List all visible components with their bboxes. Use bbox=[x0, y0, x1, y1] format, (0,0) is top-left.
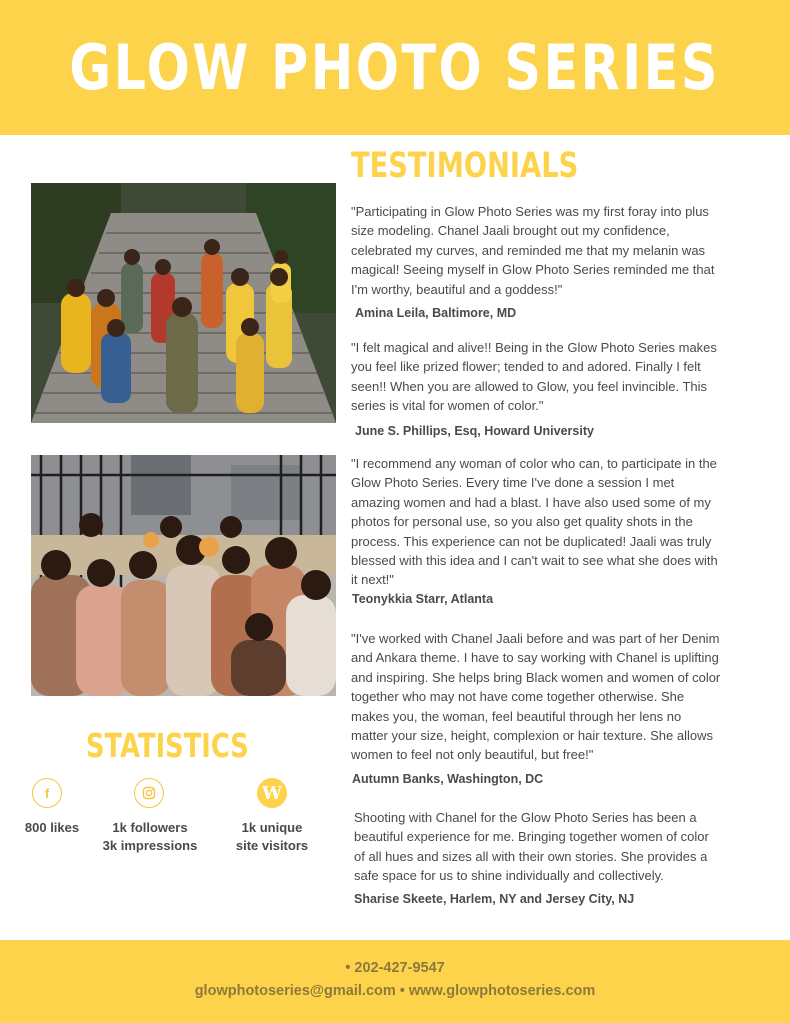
testimonial-author-2: June S. Phillips, Esq, Howard University bbox=[355, 424, 594, 438]
instagram-icon bbox=[134, 778, 164, 808]
stat-instagram-line1: 1k followers bbox=[112, 820, 188, 835]
stat-facebook-line1: 800 likes bbox=[24, 820, 80, 835]
testimonial-author-4: Autumn Banks, Washington, DC bbox=[352, 772, 544, 786]
footer-contact: glowphotoseries@gmail.com • www.glowphotoseries.com bbox=[194, 983, 596, 999]
testimonial-quote-1: "Participating in Glow Photo Series was my first foray into plus size modeling. Chanel Jaali brought out my confidence, celebrated my curves, and reminded me that my melanin was magical! Seeing myself in Glow Photo Series reminded me that I'm worthy, beautiful and a goddess!" bbox=[351, 204, 715, 297]
stat-wordpress bbox=[222, 819, 322, 855]
header-banner bbox=[0, 0, 790, 135]
testimonial-quote-3: "I recommend any woman of color who can, to participate in the Glow Photo Series. Every time I've done a session I met amazing women and had a blast. I have also used some of my photos for personal use, so you also get quality shots in the process. This experience can not be duplicated! Jaali was truly blessed with this idea and I can't wait to see what she does with it next!" bbox=[351, 456, 718, 588]
stat-instagram bbox=[90, 819, 210, 855]
instagram-glyph bbox=[142, 786, 156, 800]
group-photo-stairs bbox=[31, 183, 336, 423]
page-title: GLOW PHOTO SERIES bbox=[69, 31, 721, 104]
group-photo-fence bbox=[31, 455, 336, 696]
stat-wordpress-line2: site visitors bbox=[235, 838, 309, 853]
testimonial-quote-5: Shooting with Chanel for the Glow Photo Series has been a beautiful experience for me. Bringing together women of color of all hues and sizes all with their own stories. She provides a safe space for us to shine individually and collectively. bbox=[354, 810, 709, 884]
stat-facebook bbox=[12, 819, 92, 837]
statistics-title: STATISTICS bbox=[86, 726, 249, 765]
testimonial-quote-4: "I've worked with Chanel Jaali before and was part of her Denim and Ankara theme. I have to say working with Chanel is uplifting and inspiring. She helps bring Black women and women of color together who may not have come together otherwise. She makes you, the woman, feel beautiful through her lens no matter your size, height, complexion or hair texture. She allows women to feel not only beautiful, but free!" bbox=[351, 631, 721, 763]
footer-banner bbox=[0, 940, 790, 1023]
stat-wordpress-line1: 1k unique bbox=[241, 820, 303, 835]
testimonial-author-3: Teonykkia Starr, Atlanta bbox=[352, 592, 494, 606]
stat-instagram-line2: 3k impressions bbox=[102, 838, 198, 853]
testimonial-author-5: Sharise Skeete, Harlem, NY and Jersey City, NJ bbox=[354, 892, 635, 906]
wordpress-icon: W bbox=[257, 778, 287, 808]
testimonial-author-1: Amina Leila, Baltimore, MD bbox=[355, 306, 517, 320]
footer-phone: • 202-427-9547 bbox=[345, 960, 445, 976]
testimonial-quote-2: "I felt magical and alive!! Being in the Glow Photo Series makes you feel like prized flower; tended to and adored. Finally I felt seen!! When you are allowed to Glow, you feel invincible. This series is vital for women of color." bbox=[351, 340, 717, 414]
testimonials-title: TESTIMONIALS bbox=[351, 146, 579, 186]
facebook-icon: f bbox=[32, 778, 62, 808]
